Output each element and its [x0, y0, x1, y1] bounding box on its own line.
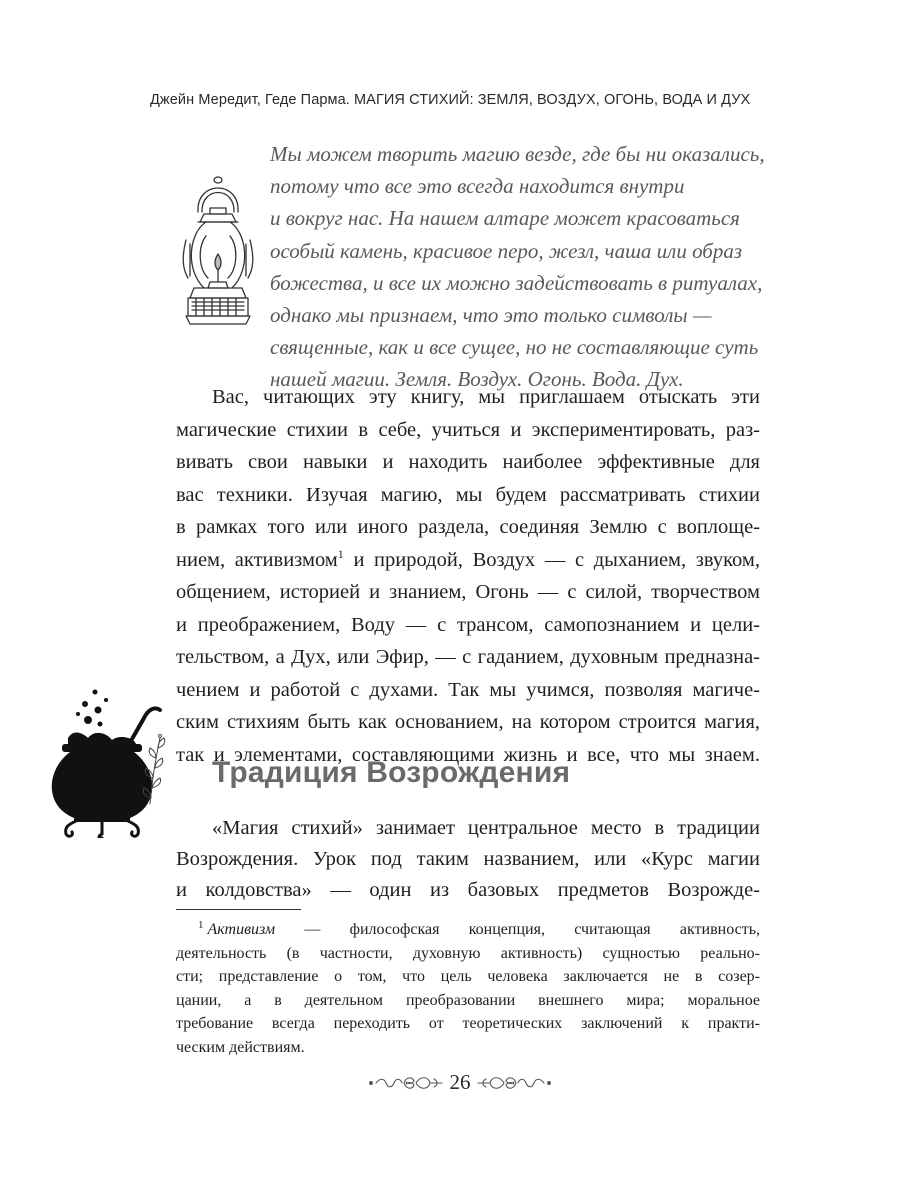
footnote-line: деятельность (в частности, духовную активность) сущностью реально- — [176, 944, 760, 962]
quote-line: Мы можем творить магию везде, где бы ни оказались, — [270, 142, 765, 166]
page-number: 26 — [449, 1070, 471, 1094]
footnote — [176, 918, 760, 1059]
text-line: и колдовства» — один из базовых предметов Возрожде- — [176, 879, 760, 901]
text-line: тельством, а Дух, или Эфир, — с гаданием, духовным предназна- — [176, 646, 760, 668]
floral-ornament-right-icon — [474, 1072, 552, 1094]
footnote-line — [176, 918, 760, 942]
text-line: Возрождения. Урок под таким названием, или «Курс магии — [176, 848, 760, 870]
quote-line: и вокруг нас. На нашем алтаре может красоваться — [270, 206, 740, 231]
text-line: в рамках того или иного раздела, соединяя Землю с воплоще- — [176, 516, 760, 538]
text-line-with-footnote — [176, 544, 760, 577]
text-line: общением, историей и знанием, Огонь — с силой, творчеством — [176, 581, 760, 603]
running-header: Джейн Мередит, Геде Парма. МАГИЯ СТИХИЙ: ЗЕМЛЯ, ВОЗДУХ, ОГОНЬ, ВОДА И ДУХ — [150, 92, 751, 108]
text-line: магические стихии в себе, учиться и экспериментировать, раз- — [176, 418, 760, 441]
epigraph-quote — [270, 138, 770, 396]
text-segment: и природой, Воздух — с дыханием, звуком, — [353, 548, 760, 571]
text-line: так и элементами, составляющими жизнь и все, что мы знаем. — [176, 743, 760, 766]
footnote-divider — [176, 909, 301, 910]
quote-line: особый камень, красивое перо, жезл, чаша или образ — [270, 238, 743, 263]
section-heading: Традиция Возрождения — [212, 756, 571, 789]
body-paragraph-2 — [176, 813, 760, 906]
cauldron-illustration — [40, 688, 180, 838]
footnote-line: цании, а в деятельном преобразовании внешнего мира; моральное — [176, 991, 760, 1009]
body-paragraph-1 — [176, 381, 760, 771]
text-line: вас техники. Изучая магию, мы будем рассматривать стихии — [176, 483, 760, 506]
text-line: «Магия стихий» занимает центральное место в традиции — [212, 817, 760, 839]
footnote-text: — философская концепция, считающая активность, — [275, 921, 760, 938]
text-segment: нием, активизмом — [176, 548, 338, 571]
text-line: чением и работой с духами. Так мы учимся, позволяя магиче- — [176, 678, 760, 701]
footnote-mark: 1 — [198, 919, 204, 931]
footnote-line: требование всегда переходить от теоретических заключений к практи- — [176, 1015, 760, 1032]
quote-line: нашей магии. Земля. Воздух. Огонь. Вода. Дух. — [270, 367, 684, 392]
footnote-line: ческим действиям. — [176, 1038, 305, 1056]
text-line: вивать свои навыки и находить наиболее эффективные для — [176, 451, 760, 473]
footnote-term: Активизм — [207, 921, 276, 938]
quote-line: потому что все это всегда находится внутри — [270, 174, 685, 199]
footnote-reference[interactable]: 1 — [337, 546, 344, 561]
quote-line: божества, и все их можно задействовать в ритуалах, — [270, 270, 763, 295]
quote-line: однако мы признаем, что это только символы — — [270, 303, 712, 328]
text-line: Вас, читающих эту книгу, мы приглашаем отыскать эти — [212, 386, 760, 408]
lantern-illustration — [176, 172, 260, 330]
text-line: ским стихиям быть как основанием, на котором строится магия, — [176, 711, 760, 733]
text-line: и преображением, Воду — с трансом, самопознанием и цели- — [176, 613, 760, 636]
folio — [360, 1064, 560, 1104]
quote-line: священные, как и все сущее, но не составляющие суть — [270, 335, 759, 360]
footnote-line: сти; представление о том, что цель человека заключается не в созер- — [176, 968, 760, 985]
